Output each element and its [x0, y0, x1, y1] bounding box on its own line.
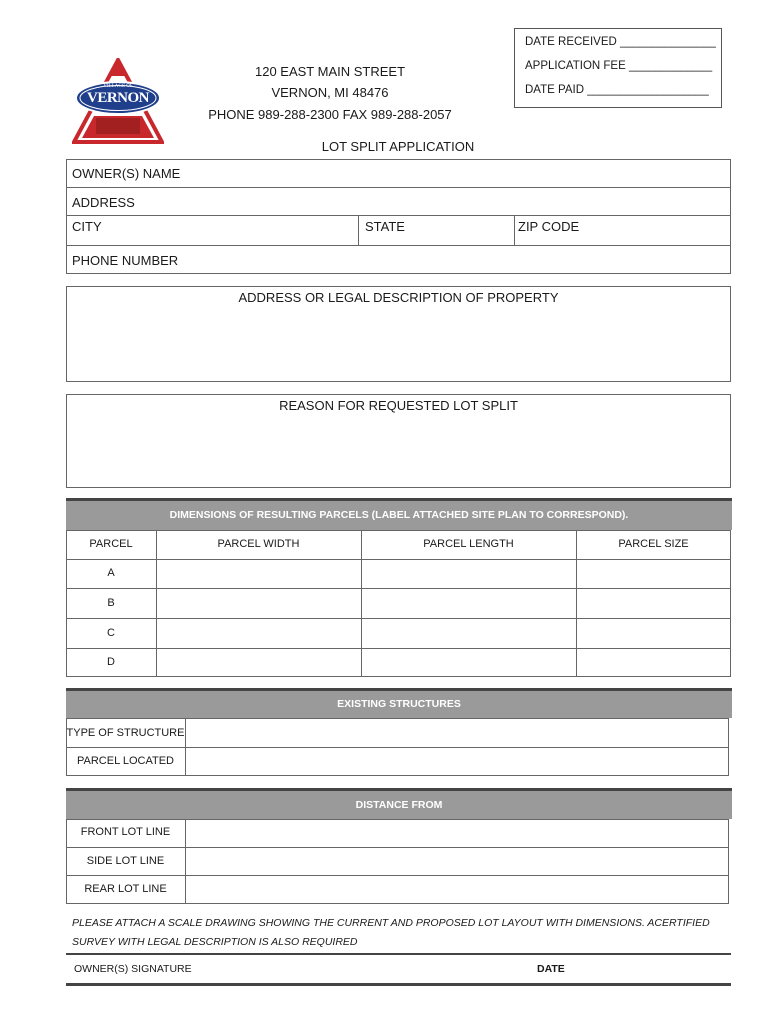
owner-signature-field[interactable]: OWNER(S) SIGNATURE [74, 963, 192, 975]
reason-label: REASON FOR REQUESTED LOT SPLIT [279, 398, 518, 413]
header-street: 120 EAST MAIN STREET [254, 64, 406, 79]
existing-structures-band: EXISTING STRUCTURES [66, 688, 732, 718]
parcel-row-label: C [107, 627, 115, 639]
attachment-note-line1: PLEASE ATTACH A SCALE DRAWING SHOWING THE CURRENT AND PROPOSED LOT LAYOUT WITH DIMENSIONS. ACERTIFIED [72, 917, 710, 929]
application-fee-field[interactable]: APPLICATION FEE _____________ [525, 60, 713, 72]
address-field[interactable]: ADDRESS [72, 195, 135, 210]
owner-name-field[interactable]: OWNER(S) NAME [72, 166, 181, 181]
rear-lot-line-label: REAR LOT LINE [84, 883, 167, 895]
type-of-structure-label: TYPE OF STRUCTURE [66, 727, 185, 739]
village-logo [72, 58, 164, 144]
state-field[interactable]: STATE [365, 219, 405, 234]
form-title: LOT SPLIT APPLICATION [321, 139, 475, 154]
header-parcel-width: PARCEL WIDTH [217, 538, 300, 550]
signature-date-field[interactable]: DATE [537, 963, 565, 975]
header-city: VERNON, MI 48476 [271, 85, 389, 100]
logo-small-text: VILLAGE OF [103, 84, 133, 89]
side-lot-line-label: SIDE LOT LINE [86, 855, 165, 867]
front-lot-line-label: FRONT LOT LINE [80, 826, 171, 838]
dimensions-band: DIMENSIONS OF RESULTING PARCELS (LABEL ATTACHED SITE PLAN TO CORRESPOND). [66, 498, 732, 530]
header-parcel-size: PARCEL SIZE [618, 538, 689, 550]
city-field[interactable]: CITY [72, 219, 102, 234]
dimensions-table [66, 530, 731, 677]
date-paid-field[interactable]: DATE PAID ___________________ [525, 84, 709, 96]
distance-from-band: DISTANCE FROM [66, 788, 732, 819]
office-use-box [514, 28, 722, 108]
header-phone: PHONE 989-288-2300 FAX 989-288-2057 [208, 107, 452, 122]
header-parcel: PARCEL [89, 538, 133, 550]
parcel-row-label: D [107, 656, 115, 668]
parcel-row-label: B [107, 597, 115, 609]
property-description-field[interactable] [66, 286, 731, 382]
parcel-located-label: PARCEL LOCATED [77, 755, 174, 767]
phone-number-field[interactable]: PHONE NUMBER [72, 253, 179, 268]
logo-text: VERNON [86, 90, 149, 106]
zip-code-field[interactable]: ZIP CODE [518, 219, 580, 234]
parcel-row-label: A [107, 567, 115, 579]
header-parcel-length: PARCEL LENGTH [423, 538, 514, 550]
property-description-label: ADDRESS OR LEGAL DESCRIPTION OF PROPERTY [238, 290, 559, 305]
reason-field[interactable] [66, 394, 731, 488]
date-received-field[interactable]: DATE RECEIVED _______________ [525, 36, 716, 48]
attachment-note-line2: SURVEY WITH LEGAL DESCRIPTION IS ALSO REQUIRED [72, 936, 358, 948]
